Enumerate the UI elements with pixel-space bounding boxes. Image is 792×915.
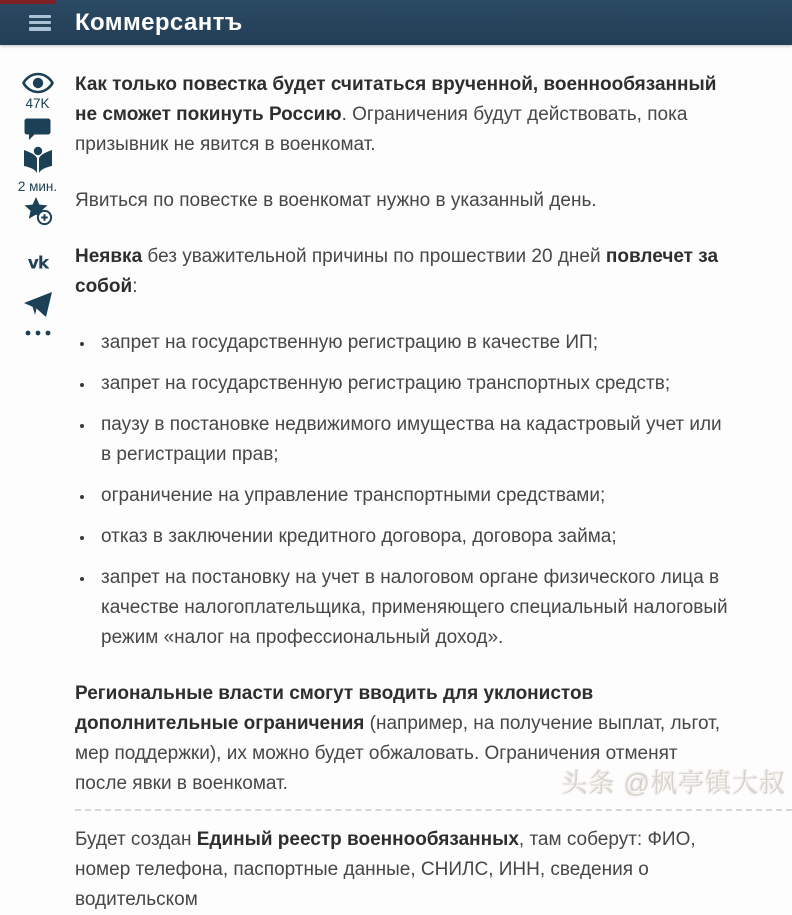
text: отказ в заключении кредитного договора, договора займа; (101, 526, 617, 547)
bullet-item (95, 522, 732, 552)
kommersant-logo[interactable]: Коммерсантъ (75, 8, 243, 36)
bold-text: повлечет за собой (75, 246, 719, 297)
bullet-item (95, 328, 732, 358)
read-time: 2 мин. (17, 179, 58, 194)
text: Явиться по повестке в военкомат нужно в указанный день. (75, 190, 597, 211)
text: без уважительной причины по прошествии 20 дней (142, 246, 606, 267)
text: : (132, 276, 138, 297)
bullet-item (95, 410, 732, 470)
bullet-item (95, 563, 732, 653)
article-paragraph (75, 825, 732, 915)
article-bullet-list (75, 328, 732, 653)
text: , там соберут: ФИО, номер телефона, паспортные данные, СНИЛС, ИНН, сведения о водительском (75, 829, 696, 910)
bold-text: Единый реестр военнообязанных (196, 829, 519, 850)
text: запрет на государственную регистрацию транспортных средств; (101, 373, 671, 394)
text: . Ограничения будут действовать, пока призывник не явится в военкомат. (75, 104, 688, 155)
bold-text: Региональные власти смогут вводить для уклонистов дополнительные ограничения (75, 683, 594, 734)
article-paragraph (75, 186, 732, 216)
svg-text:vk: vk (27, 253, 48, 274)
text: Будет создан (75, 829, 197, 850)
text: запрет на государственную регистрацию в качестве ИП; (101, 332, 598, 353)
bottom-divider (75, 809, 792, 811)
brand-red-corner (0, 0, 56, 4)
hamburger-menu-icon[interactable] (29, 15, 51, 31)
views-count: 47K (25, 96, 50, 111)
text: ограничение на управление транспортными средствами; (101, 485, 606, 506)
app-header (0, 0, 792, 45)
bold-text: Как только повестка будет считаться врученной, военнообязанный не сможет покинуть Россию (75, 74, 717, 125)
text: (например, на получение выплат, льгот, мер поддержки), их можно будет обжаловать. Ограничения отменят после явки в военкомат. (75, 713, 720, 794)
article-paragraph (75, 242, 732, 302)
article-body (0, 45, 792, 910)
bullet-item (95, 481, 732, 511)
article-paragraph (75, 70, 732, 160)
text: запрет на постановку на учет в налоговом органе физического лица в качестве налогоплательщика, применяющего специальный налоговый режим «налог на профессиональный доход». (101, 567, 728, 648)
bullet-item (95, 369, 732, 399)
text: паузу в постановке недвижимого имущества на кадастровый учет или в регистрации прав; (101, 414, 722, 465)
toutiao-watermark: 头条 @枫亭镇大叔 (561, 768, 786, 798)
bold-text: Неявка (75, 246, 143, 267)
